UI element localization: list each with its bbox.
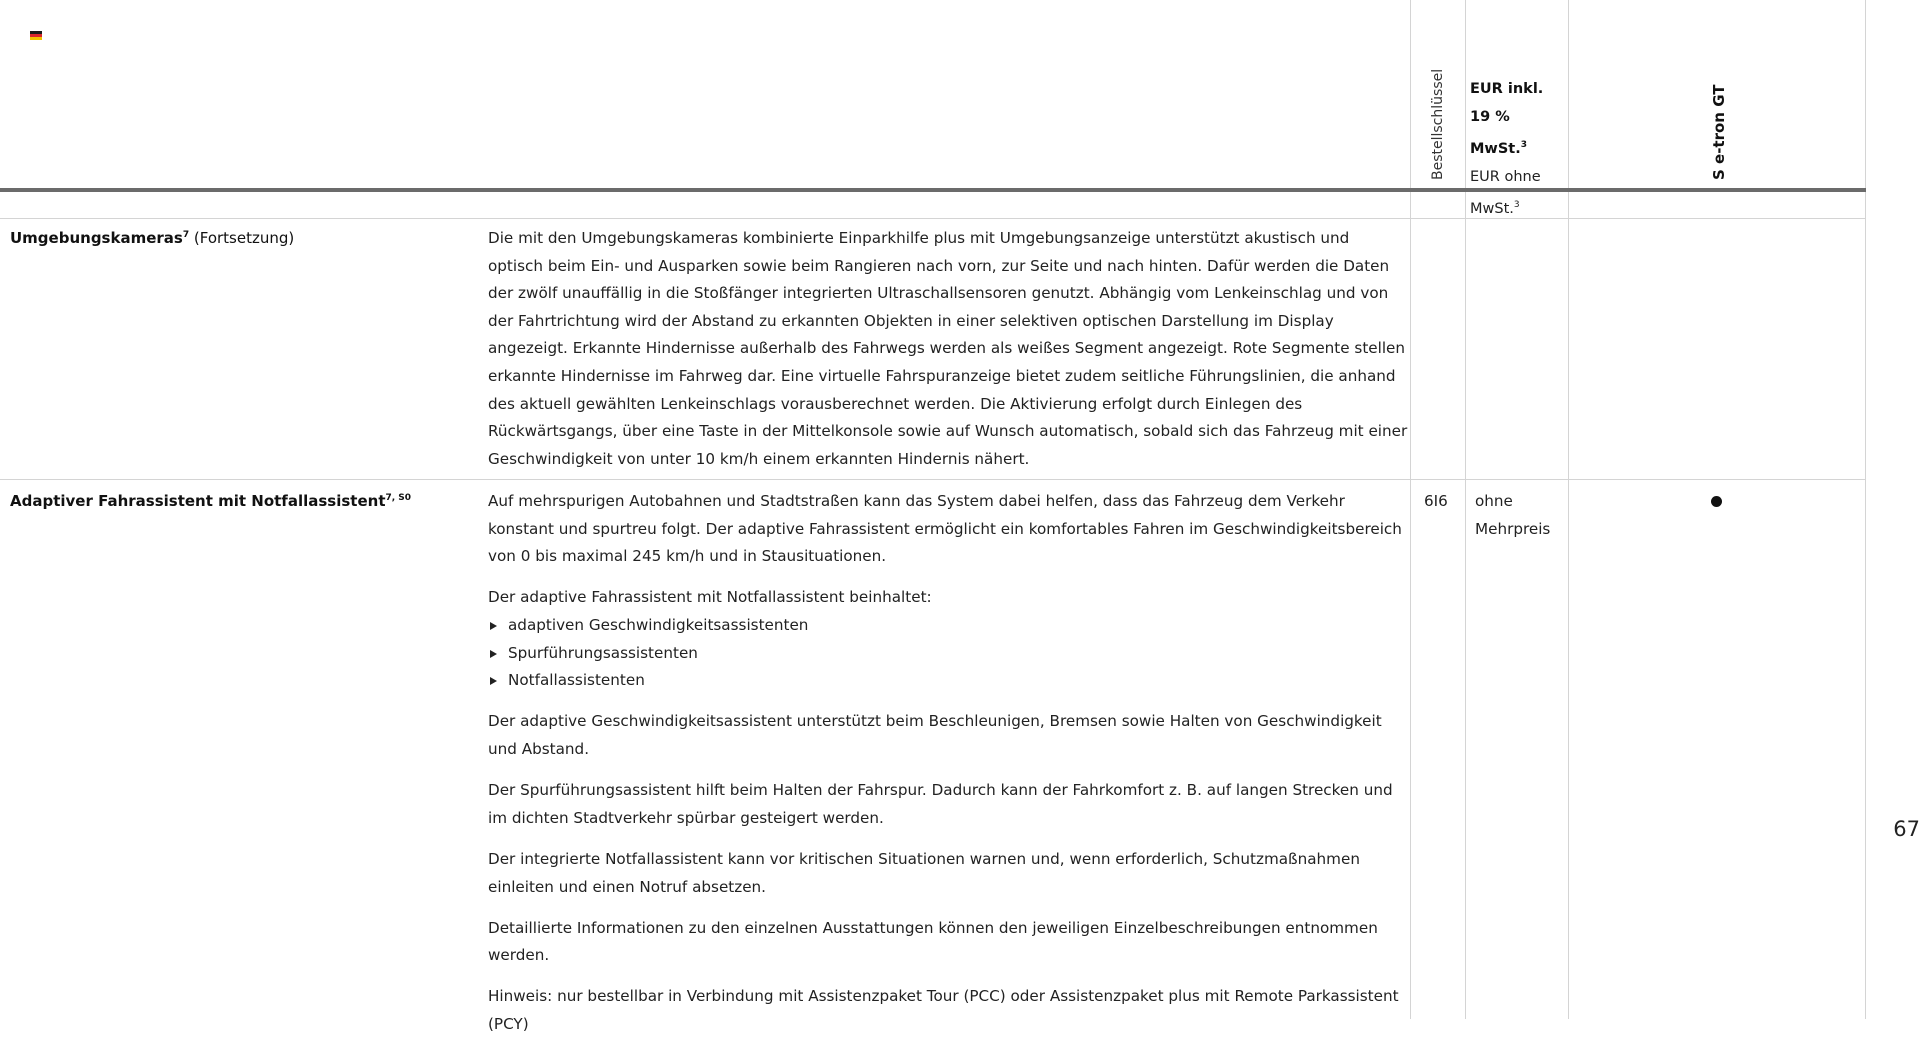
price-excl-label: EUR ohne: [1470, 168, 1541, 185]
column-divider: [1410, 0, 1411, 1019]
order-key-value: 6I6: [1424, 492, 1448, 510]
price-value: ohne Mehrpreis: [1475, 492, 1551, 538]
page-number: 67: [1893, 817, 1920, 841]
feature-list: [488, 612, 1408, 695]
description-paragraph: Hinweis: nur bestellbar in Verbindung mit Assistenzpaket Tour (PCC) oder Assistenzpaket plus mit Remote Parkassistent (PCY): [488, 987, 1399, 1034]
germany-flag-icon: [30, 31, 42, 40]
description-paragraph: Der Spurführungsassistent hilft beim Halten der Fahrspur. Dadurch kann der Fahrkomfort z. B. auf langen Strecken und im dichten Stadtverkehr spürbar gesteigert werden.: [488, 781, 1393, 827]
description-paragraph: Detaillierte Informationen zu den einzelnen Ausstattungen können den jeweiligen Einzelbeschreibungen entnommen werden.: [488, 918, 1378, 965]
standard-equipment-dot-icon: [1711, 496, 1722, 507]
price-excl-label-2: MwSt.: [1470, 200, 1514, 217]
price-incl-label: EUR inkl.: [1470, 81, 1544, 97]
description-paragraph: Auf mehrspurigen Autobahnen und Stadtstraßen kann das System dabei helfen, dass das Fahrzeug dem Verkehr konstant und spurtreu folgt. Der adaptive Fahrassistent ermöglicht ein komfortables Fahren im Geschwindigkeitsbereich von 0 bis maximal 245 km/h und in Stausituationen.: [488, 492, 1402, 566]
row-divider: [0, 218, 1866, 219]
price-incl-footnote: 3: [1520, 140, 1527, 150]
list-item: adaptiven Geschwindigkeitsassistenten: [488, 612, 1408, 640]
description-paragraph: Der integrierte Notfallassistent kann vor kritischen Situationen warnen und, wenn erforderlich, Schutzmaßnahmen einleiten und einen Notruf absetzen.: [488, 849, 1360, 896]
row-description-surround-cameras: [488, 225, 1408, 487]
row-divider: [0, 479, 1866, 480]
row-description-adaptive-driving-assistant: [488, 488, 1408, 1052]
column-header-order-key: Bestellschlüssel: [1430, 68, 1446, 180]
price-incl-label-2: 19 % MwSt.: [1470, 109, 1521, 157]
row-title-surround-cameras: Umgebungskameras$^7$ (Fortsetzung): [10, 229, 295, 247]
header-rule: [0, 188, 1866, 192]
description-paragraph: Der adaptive Fahrassistent mit Notfallassistent beinhaltet:: [488, 588, 932, 607]
column-header-price: [1470, 75, 1570, 223]
column-divider: [1865, 0, 1866, 1019]
column-divider: [1465, 0, 1466, 1019]
description-paragraph: Die mit den Umgebungskameras kombinierte Einparkhilfe plus mit Umgebungsanzeige unterstützt akustisch und optisch beim Ein- und Ausparken sowie beim Rangieren nach vorn, zur Seite und nach hinten. Dafür werden die Daten der zwölf unauffällig in die Stoßfänger integrierten Ultraschallsensoren genutzt. Abhängig vom Lenkeinschlag und von der Fahrtrichtung wird der Abstand zu erkannten Objekten in einer selektiven optischen Darstellung im Display angezeigt. Erkannte Hindernisse außerhalb des Fahrwegs werden als weißes Segment angezeigt. Rote Segmente stellen erkannte Hindernisse im Fahrweg dar. Eine virtuelle Fahrspuranzeige bietet zudem seitliche Führungslinien, die anhand des aktuell gewählten Lenkeinschlags vorausberechnet werden. Die Aktivierung erfolgt durch Einlegen des Rückwärtsgangs, über eine Taste in der Mittelkonsole sowie auf Wunsch automatisch, sobald sich das Fahrzeug mit einer Geschwindigkeit von unter 10 km/h einem erkannten Hindernis nähert.: [488, 229, 1408, 468]
row-title-adaptive-driving-assistant: Adaptiver Fahrassistent mit Notfallassistent$^{7, S0}$: [10, 492, 412, 510]
list-item: Spurführungsassistenten: [488, 640, 1408, 668]
list-item: Notfallassistenten: [488, 667, 1408, 695]
description-paragraph: Der adaptive Geschwindigkeitsassistent unterstützt beim Beschleunigen, Bremsen sowie Halten von Geschwindigkeit und Abstand.: [488, 712, 1382, 758]
column-header-model: S e-tron GT: [1710, 84, 1728, 180]
price-excl-footnote: 3: [1513, 199, 1520, 210]
